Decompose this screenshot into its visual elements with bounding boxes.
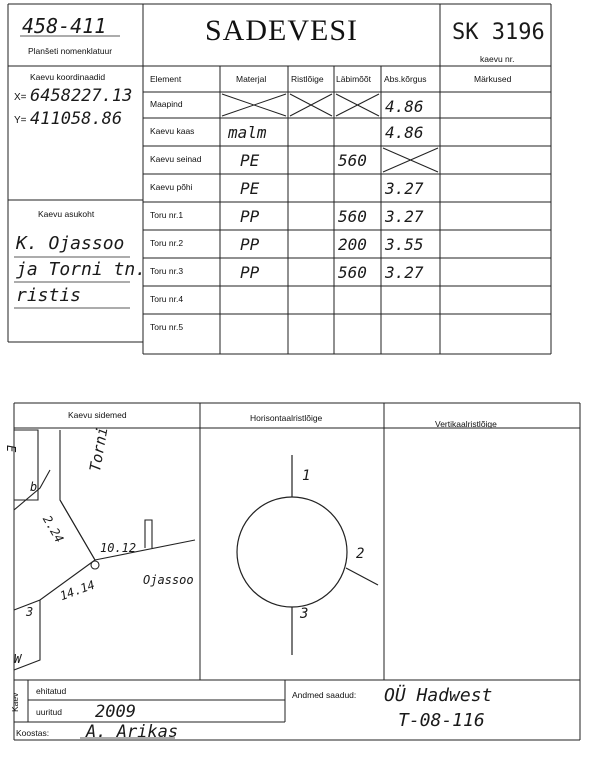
row-element: Kaevu kaas [150, 126, 195, 136]
location-line-1: K. Ojassoo [16, 233, 125, 254]
distance-label: 10.12 [100, 541, 137, 555]
landmark-marker: E [4, 445, 18, 453]
row-element: Kaevu seinad [150, 154, 202, 164]
abs-height-value: 4.86 [385, 123, 424, 142]
row-element: Kaevu põhi [150, 182, 193, 192]
author-value: A. Arikas [86, 722, 179, 742]
row-element: Toru nr.3 [150, 266, 184, 276]
material-value: PE [240, 151, 260, 170]
plansheet-label: Planšeti nomenklatuur [28, 46, 113, 56]
pipe-number-3: 3 [300, 606, 309, 622]
pipe-number-2: 2 [356, 546, 365, 562]
street-label-torni: Torni [86, 425, 112, 474]
built-label: ehitatud [36, 686, 67, 696]
material-value: PP [240, 235, 260, 254]
card-title: SADEVESI [205, 14, 359, 47]
location-line-2: ja Torni tn. [16, 259, 147, 280]
header-abs-height: Abs.kõrgus [384, 74, 427, 84]
location-label: Kaevu asukoht [38, 209, 95, 219]
material-value: PP [240, 207, 260, 226]
diameter-value: 560 [338, 151, 367, 170]
horizontal-section-label: Horisontaalristlõige [250, 413, 323, 423]
side-label: Kaev [10, 692, 20, 712]
connections-label: Kaevu sidemed [68, 410, 127, 420]
author-label: Koostas: [16, 728, 50, 738]
diameter-value: 200 [338, 235, 367, 254]
street-label-ojassoo: Ojassoo [143, 573, 194, 587]
header-material: Materjal [236, 74, 267, 84]
header-element: Element [150, 74, 182, 84]
header-cross-section: Ristlõige [291, 74, 324, 84]
y-prefix: Y= [14, 115, 27, 126]
landmark-marker: W [14, 652, 22, 666]
data-from-label: Andmed saadud: [292, 690, 357, 700]
y-coordinate: 411058.86 [30, 109, 123, 129]
material-value: malm [228, 123, 267, 142]
header-diameter: Läbimõõt [336, 74, 371, 84]
x-prefix: X= [14, 92, 27, 103]
plansheet-number: 458-411 [22, 14, 107, 38]
surveyed-label: uuritud [36, 707, 62, 717]
abs-height-value: 4.86 [385, 97, 424, 116]
distance-label: 14.14 [58, 577, 97, 604]
header-notes: Märkused [474, 74, 512, 84]
abs-height-value: 3.27 [385, 179, 424, 198]
data-from-document: T-08-116 [398, 710, 485, 731]
diameter-value: 560 [338, 263, 367, 282]
diameter-value: 560 [338, 207, 367, 226]
material-value: PE [240, 179, 260, 198]
data-from-value: OÜ Hadwest [384, 685, 493, 706]
row-element: Toru nr.5 [150, 322, 184, 332]
row-element: Maapind [150, 99, 183, 109]
row-element: Toru nr.2 [150, 238, 184, 248]
abs-height-value: 3.55 [385, 235, 424, 254]
material-value: PP [240, 263, 260, 282]
abs-height-value: 3.27 [385, 207, 424, 226]
distance-label: 2.24 [39, 513, 67, 546]
pipe-number-1: 1 [302, 468, 311, 484]
abs-height-value: 3.27 [385, 263, 424, 282]
vertical-section-label: Vertikaalristlõige [435, 419, 497, 429]
coordinates-label: Kaevu koordinaadid [30, 72, 106, 82]
location-line-3: ristis [16, 285, 82, 306]
well-number: SK 3196 [452, 20, 545, 45]
row-element: Toru nr.1 [150, 210, 184, 220]
x-coordinate: 6458227.13 [30, 86, 133, 106]
well-number-label: kaevu nr. [480, 54, 515, 64]
landmark-marker: b [30, 480, 38, 494]
landmark-marker: 3 [26, 605, 34, 619]
surveyed-value: 2009 [95, 702, 136, 722]
row-element: Toru nr.4 [150, 294, 184, 304]
